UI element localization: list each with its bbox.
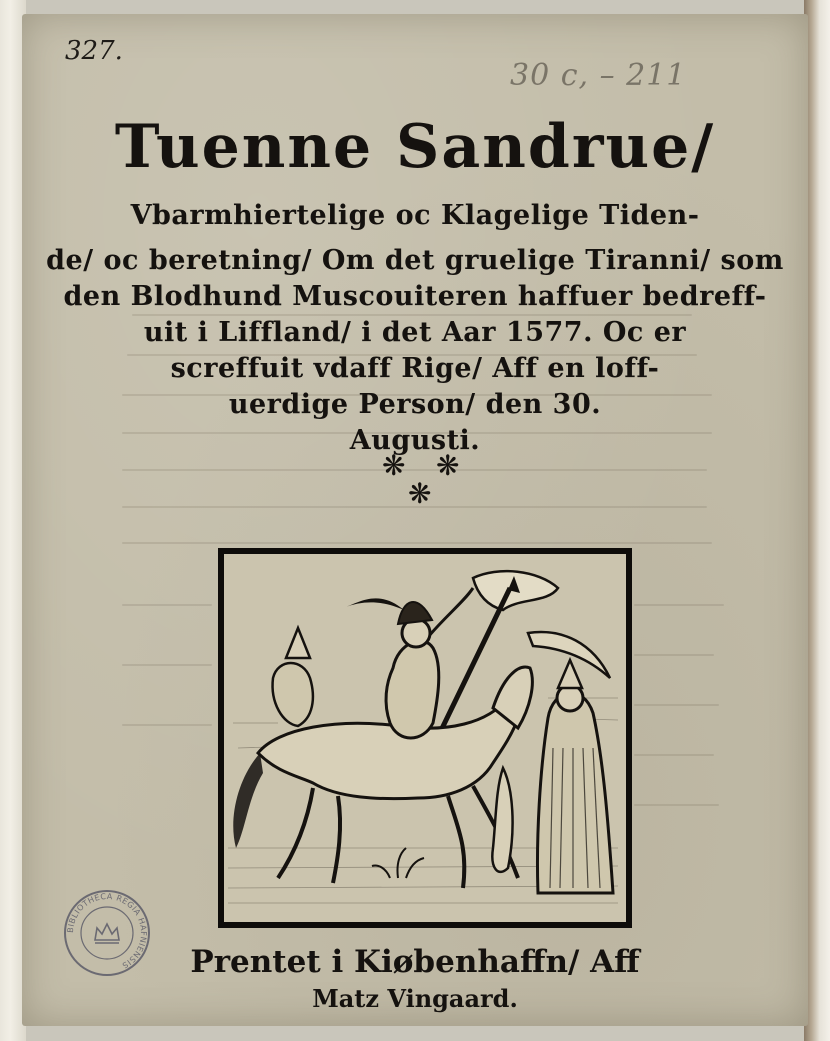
fleuron-icon: ❋ (436, 449, 460, 482)
show-through-line (634, 804, 719, 806)
show-through-line (634, 654, 714, 656)
show-through-line (634, 604, 724, 606)
subtitle-line: Vbarmhiertelige oc Klagelige Tiden- (130, 200, 700, 231)
stamp-text: BIBLIOTHECA REGIA HAFNIENSIS (65, 891, 149, 971)
subtitle-line: den Blodhund Muscouiteren haffuer bedreff- (63, 281, 767, 312)
library-stamp (62, 888, 152, 978)
show-through-line (634, 754, 714, 756)
show-through-line (634, 704, 719, 706)
show-through-line (132, 314, 692, 316)
subtitle-line: uit i Liffland/ i det Aar 1577. Oc er (143, 317, 687, 348)
show-through-line (122, 664, 212, 666)
stamp-outer-ring (65, 891, 149, 975)
page-title: Tuenne Sandrue/ (114, 112, 716, 182)
crown-icon (95, 924, 119, 940)
printer-name: Matz Vingaard. (312, 984, 518, 1013)
subtitle-line: Augusti. (349, 425, 481, 456)
catalog-mark: 30 c, – 211 (510, 58, 687, 93)
fleuron-icon: ❋ (408, 477, 432, 510)
show-through-line (122, 604, 212, 606)
show-through-line (122, 542, 712, 544)
subtitle-line: uerdige Person/ den 30. (228, 389, 602, 420)
subtitle-line: de/ oc beretning/ Om det gruelige Tiranni/ som (46, 245, 784, 276)
show-through-line (122, 724, 212, 726)
fleuron-icon: ❋ (382, 449, 406, 482)
show-through-line (122, 469, 707, 471)
imprint-line: Prentet i Kiøbenhaffn/ Aff (190, 944, 640, 980)
shelf-mark: 327. (65, 36, 123, 66)
woodcut-illustration (218, 548, 632, 928)
stamp-inner-ring (81, 907, 133, 959)
subtitle-line: screffuit vdaff Rige/ Aff en loff- (170, 353, 660, 384)
